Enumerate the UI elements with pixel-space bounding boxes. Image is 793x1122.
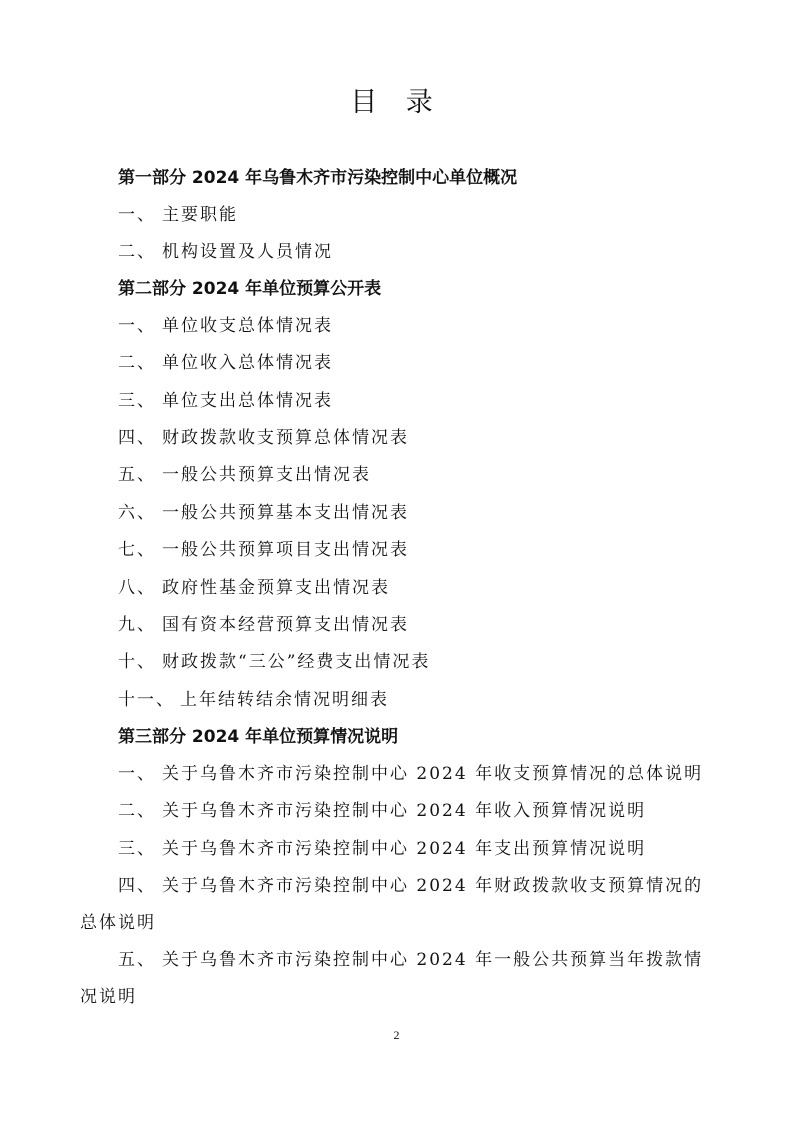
toc-item — [118, 756, 703, 793]
toc-item-number: 三、 — [118, 391, 156, 411]
toc-item-text: 国有资本经营预算支出情况表 — [162, 615, 409, 635]
page-title: 目 录 — [350, 87, 443, 118]
toc-item-number: 五、 — [118, 465, 156, 485]
toc-item-number: 一、 — [118, 205, 156, 225]
toc-item-number: 一、 — [118, 316, 156, 336]
toc-item-text: 关于乌鲁木齐市污染控制中心 2024 年收支预算情况的总体说明 — [162, 764, 704, 784]
toc-item-number: 十一、 — [118, 690, 175, 710]
toc-item — [118, 831, 646, 868]
toc-item-text: 一般公共预算项目支出情况表 — [162, 540, 409, 560]
page-number: 2 — [393, 1028, 400, 1042]
toc-item-number: 三、 — [118, 839, 156, 859]
toc-item-text: 主要职能 — [162, 205, 238, 225]
toc-item-number: 十、 — [118, 652, 156, 672]
toc-item-number: 一、 — [118, 764, 156, 784]
toc-item — [118, 682, 389, 719]
toc-item-number: 九、 — [118, 615, 156, 635]
toc-item-wrapped — [80, 868, 720, 942]
toc-item-text: 单位收入总体情况表 — [162, 353, 333, 373]
toc-item-number: 六、 — [118, 503, 156, 523]
toc-item — [118, 607, 409, 644]
toc-item-text: 一般公共预算基本支出情况表 — [162, 503, 409, 523]
toc-item-text: 关于乌鲁木齐市污染控制中心 2024 年财政拨款收支预算情况的总体说明 — [80, 876, 704, 933]
toc-item-wrapped — [80, 942, 720, 1016]
toc-item-text: 关于乌鲁木齐市污染控制中心 2024 年支出预算情况说明 — [162, 839, 647, 859]
toc-item-number: 七、 — [118, 540, 156, 560]
part3-heading: 第三部分 2024 年单位预算情况说明 — [118, 727, 399, 747]
toc-item — [118, 308, 333, 345]
toc-item-text: 上年结转结余情况明细表 — [180, 690, 389, 710]
toc-item-number: 二、 — [118, 353, 156, 373]
toc-item-text: 一般公共预算支出情况表 — [162, 465, 371, 485]
toc-item-text: 政府性基金预算支出情况表 — [162, 578, 390, 598]
part2-heading: 第二部分 2024 年单位预算公开表 — [118, 279, 382, 299]
toc-item — [118, 495, 409, 532]
toc-item — [118, 234, 333, 271]
toc-item-text: 机构设置及人员情况 — [162, 242, 333, 262]
toc-item — [118, 383, 333, 420]
toc-item-text: 关于乌鲁木齐市污染控制中心 2024 年一般公共预算当年拨款情况说明 — [80, 950, 704, 1007]
toc-item-number: 五、 — [118, 950, 156, 970]
toc-item — [118, 197, 238, 234]
toc-item-number: 二、 — [118, 801, 156, 821]
toc-item-text: 单位收支总体情况表 — [162, 316, 333, 336]
toc-item-number: 四、 — [118, 876, 156, 896]
toc-item-number: 二、 — [118, 242, 156, 262]
toc-item-text: 关于乌鲁木齐市污染控制中心 2024 年收入预算情况说明 — [162, 801, 647, 821]
part1-heading: 第一部分 2024 年乌鲁木齐市污染控制中心单位概况 — [118, 168, 518, 188]
toc-item — [118, 420, 409, 457]
toc-item-number: 八、 — [118, 578, 156, 598]
toc-item — [118, 345, 333, 382]
toc-item-text: 财政拨款“三公”经费支出情况表 — [162, 652, 431, 672]
toc-item — [118, 793, 646, 830]
toc-item — [118, 532, 409, 569]
toc-item-text: 单位支出总体情况表 — [162, 391, 333, 411]
toc-item-number: 四、 — [118, 428, 156, 448]
toc-item — [118, 644, 430, 681]
toc-item — [118, 570, 390, 607]
toc-item — [118, 457, 371, 494]
toc-item-text: 财政拨款收支预算总体情况表 — [162, 428, 409, 448]
